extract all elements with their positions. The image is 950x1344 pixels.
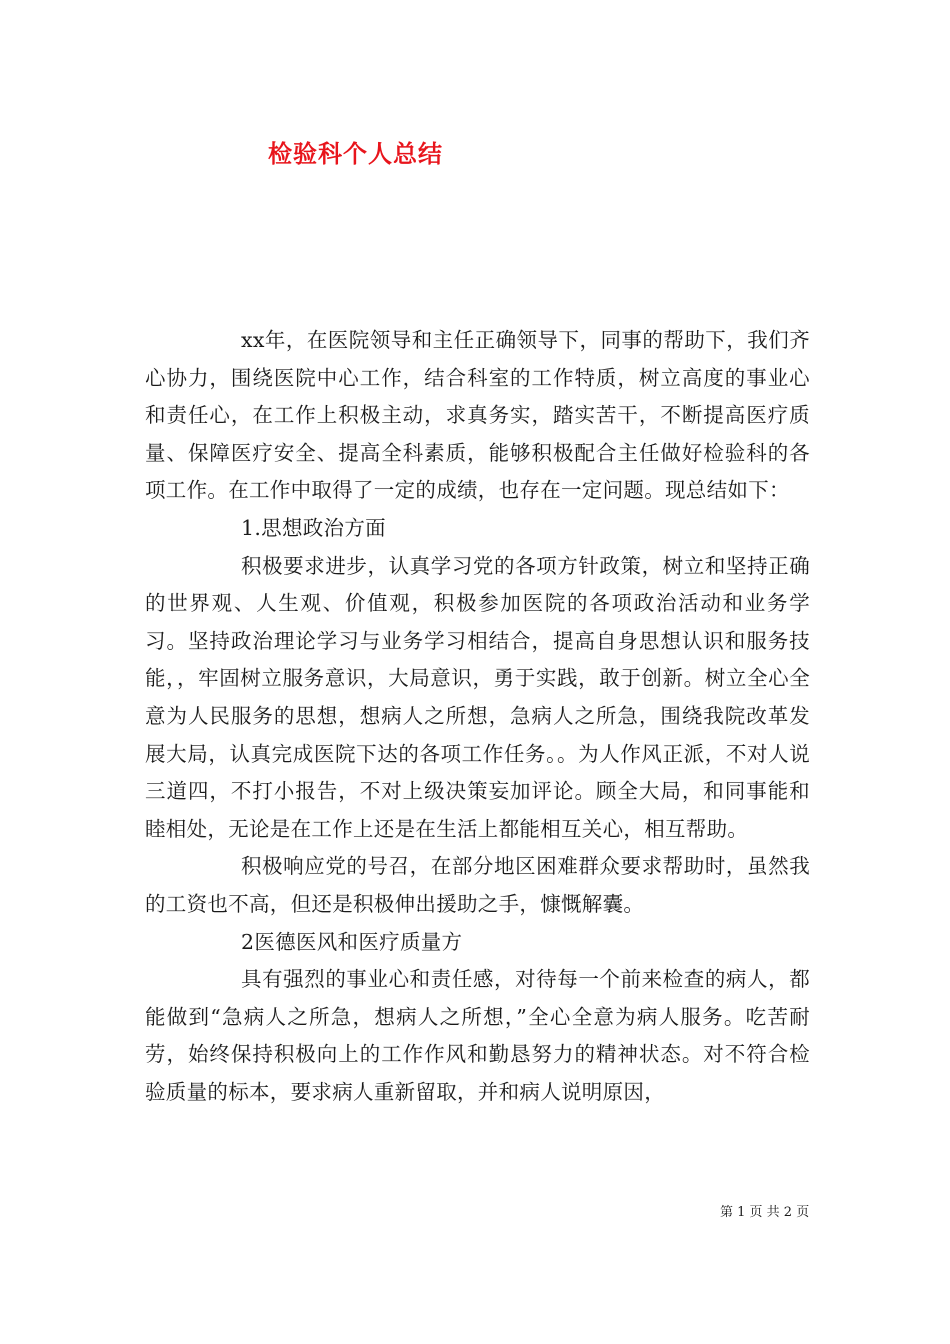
page-number-footer: 第 1 页 共 2 页 bbox=[720, 1205, 810, 1220]
section-heading-ethics: 2医德医风和医疗质量方 bbox=[241, 929, 463, 954]
document-title: 检验科个人总结 bbox=[268, 139, 443, 168]
section-heading-politics: 1.思想政治方面 bbox=[241, 515, 386, 540]
paragraph-politics: 积极要求进步，认真学习党的各项方针政策，树立和坚持正确的世界观、人生观、价值观，积极参加医院的各项政治活动和业务学习。坚持政治理论学习与业务学习相结合，提高自身思想认识和服务技能，，牢固树立服务意识，大局意识，勇于实践，敢于创新。树立全心全意为人民服务的思想，想病人之所想，急病人之所急，围绕我院改革发展大局，认真完成医院下达的各项工作任务。。为人作风正派，不对人说三道四，不打小报告，不对上级决策妄加评论。顾全大局，和同事能和睦相处，无论是在工作上还是在生活上都能相互关心，相互帮助。 bbox=[145, 553, 810, 841]
document-body bbox=[145, 322, 810, 1111]
paragraph-donation: 积极响应党的号召，在部分地区困难群众要求帮助时，虽然我的工资也不高，但还是积极伸出援助之手，慷慨解囊。 bbox=[145, 854, 810, 916]
paragraph-intro: xx年，在医院领导和主任正确领导下，同事的帮助下，我们齐心协力，围绕医院中心工作，结合科室的工作特质，树立高度的事业心和责任心，在工作上积极主动，求真务实，踏实苦干，不断提高医疗质量、保障医疗安全、提高全科素质，能够积极配合主任做好检验科的各项工作。在工作中取得了一定的成绩，也存在一定问题。现总结如下： bbox=[145, 328, 810, 503]
paragraph-ethics: 具有强烈的事业心和责任感，对待每一个前来检查的病人，都能做到“急病人之所急，想病人之所想，”全心全意为病人服务。吃苦耐劳，始终保持积极向上的工作作风和勤恳努力的精神状态。对不符合检验质量的标本，要求病人重新留取，并和病人说明原因， bbox=[145, 967, 810, 1104]
